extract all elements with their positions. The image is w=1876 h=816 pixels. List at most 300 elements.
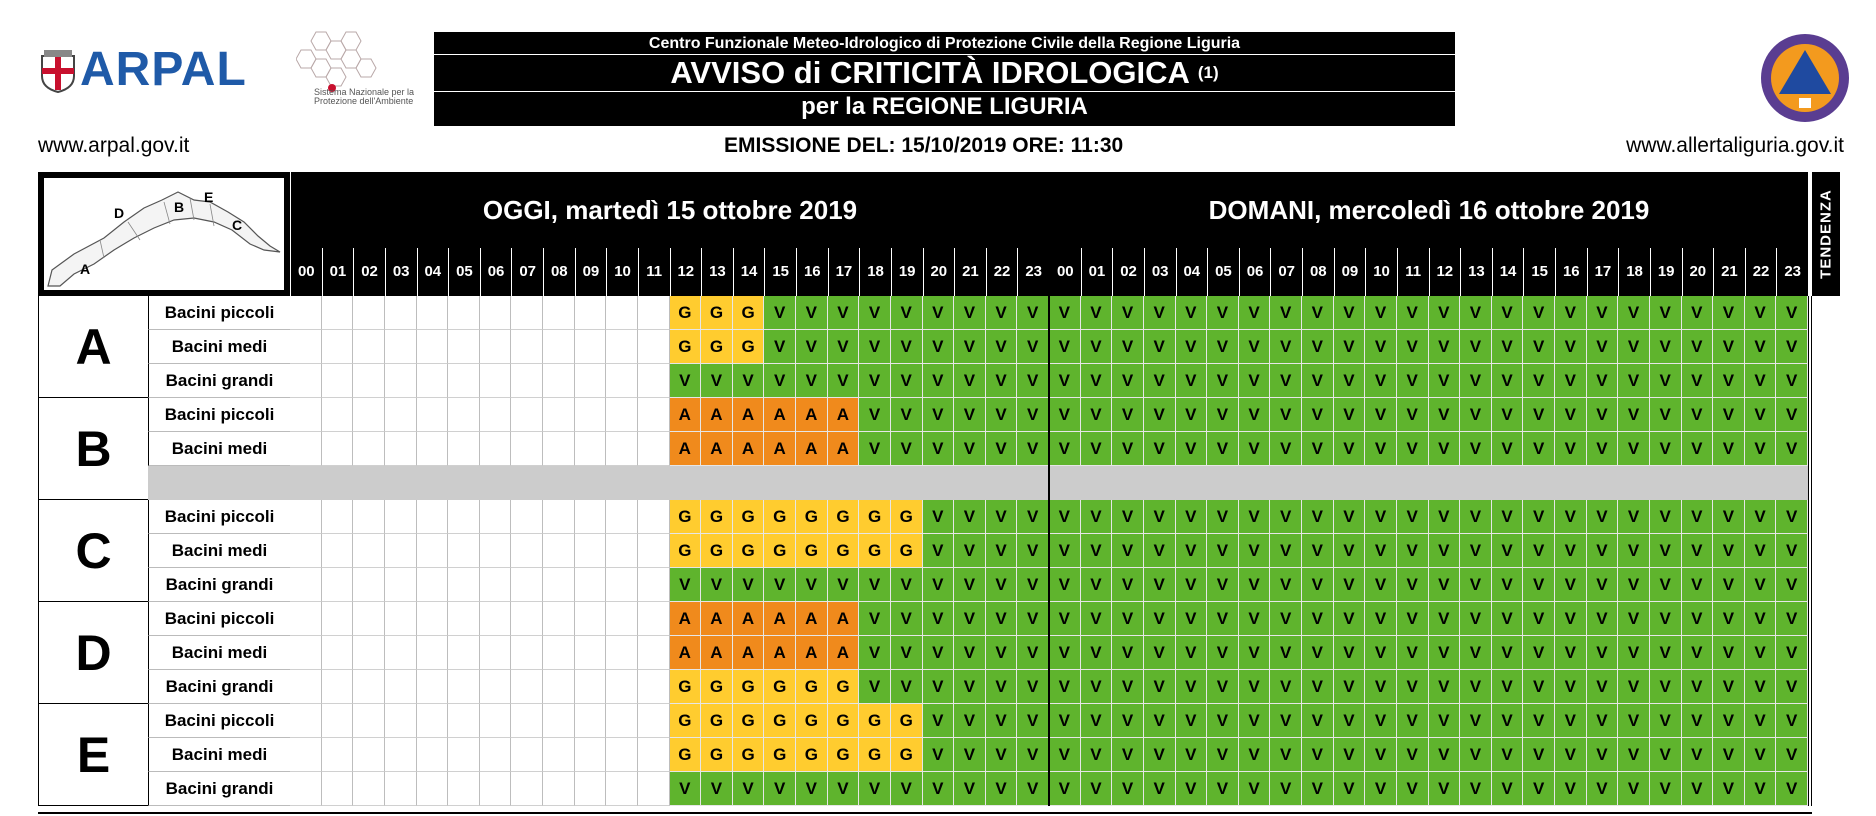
level-cell bbox=[480, 534, 512, 568]
hour-header: 07 bbox=[1270, 248, 1302, 296]
level-cell: A bbox=[764, 602, 796, 636]
level-cell: V bbox=[1650, 772, 1682, 806]
level-cell: G bbox=[733, 296, 765, 330]
level-cell: V bbox=[1239, 602, 1271, 636]
level-cell: V bbox=[923, 568, 955, 602]
level-cell: V bbox=[1618, 568, 1650, 602]
level-cell: V bbox=[859, 636, 891, 670]
level-cell bbox=[290, 330, 322, 364]
tendenza-cell bbox=[1808, 636, 1812, 670]
level-cell: V bbox=[1587, 432, 1619, 466]
level-cell: V bbox=[1144, 534, 1176, 568]
level-cell: V bbox=[1713, 398, 1745, 432]
level-cell: V bbox=[923, 330, 955, 364]
level-cell: G bbox=[891, 738, 923, 772]
level-cell bbox=[543, 602, 575, 636]
level-cell: V bbox=[1460, 432, 1492, 466]
level-cell: V bbox=[1745, 398, 1777, 432]
level-cell: V bbox=[1776, 398, 1808, 432]
level-cell bbox=[322, 500, 354, 534]
level-cell bbox=[353, 364, 385, 398]
level-cell bbox=[417, 432, 449, 466]
level-cell: V bbox=[1270, 296, 1302, 330]
level-cell bbox=[385, 738, 417, 772]
level-cell: V bbox=[1112, 772, 1144, 806]
footnote-marker: (1) bbox=[1197, 63, 1219, 82]
basin-label: Bacini piccoli bbox=[148, 296, 290, 330]
level-cell: V bbox=[1587, 398, 1619, 432]
level-cell: V bbox=[1334, 568, 1366, 602]
level-cell: V bbox=[1081, 398, 1113, 432]
level-cell: V bbox=[1207, 772, 1239, 806]
level-cell: G bbox=[859, 500, 891, 534]
basin-label: Bacini medi bbox=[148, 738, 290, 772]
tendenza-cell bbox=[1808, 398, 1812, 432]
level-cell: V bbox=[1049, 432, 1081, 466]
level-cell bbox=[575, 432, 607, 466]
level-cell: V bbox=[1460, 398, 1492, 432]
level-cell: V bbox=[1144, 636, 1176, 670]
level-cell bbox=[511, 296, 543, 330]
level-cell bbox=[290, 636, 322, 670]
level-cell bbox=[511, 364, 543, 398]
level-cell bbox=[575, 636, 607, 670]
level-cell: V bbox=[1618, 534, 1650, 568]
level-cell: V bbox=[1176, 704, 1208, 738]
level-cell: V bbox=[859, 330, 891, 364]
level-cell bbox=[448, 602, 480, 636]
level-cell: A bbox=[796, 602, 828, 636]
level-cell bbox=[511, 670, 543, 704]
level-cell bbox=[606, 330, 638, 364]
level-cell: G bbox=[733, 500, 765, 534]
level-cell: V bbox=[1776, 670, 1808, 704]
level-cell bbox=[638, 500, 670, 534]
basin-label: Bacini piccoli bbox=[148, 602, 290, 636]
level-cell: V bbox=[1776, 364, 1808, 398]
level-cell bbox=[543, 432, 575, 466]
level-cell: V bbox=[891, 772, 923, 806]
level-cell: V bbox=[923, 534, 955, 568]
level-cell bbox=[448, 738, 480, 772]
hour-header: 04 bbox=[417, 248, 449, 296]
level-cell: V bbox=[1555, 432, 1587, 466]
level-cell bbox=[448, 568, 480, 602]
level-cell: V bbox=[1176, 364, 1208, 398]
level-cell bbox=[543, 704, 575, 738]
level-cell bbox=[480, 432, 512, 466]
hour-header: 10 bbox=[606, 248, 638, 296]
level-cell: V bbox=[1017, 772, 1049, 806]
snpa-logo bbox=[296, 28, 436, 124]
level-cell: V bbox=[1270, 568, 1302, 602]
level-cell: V bbox=[986, 432, 1018, 466]
level-cell: A bbox=[733, 636, 765, 670]
level-cell: V bbox=[1776, 602, 1808, 636]
level-cell: V bbox=[1682, 602, 1714, 636]
level-cell: V bbox=[891, 670, 923, 704]
level-cell bbox=[385, 364, 417, 398]
level-cell bbox=[417, 330, 449, 364]
level-cell: V bbox=[923, 738, 955, 772]
hour-header: 17 bbox=[1587, 248, 1619, 296]
level-cell: V bbox=[1682, 534, 1714, 568]
hour-header: 05 bbox=[448, 248, 480, 296]
level-cell: A bbox=[764, 398, 796, 432]
level-cell: V bbox=[1523, 330, 1555, 364]
level-cell bbox=[638, 296, 670, 330]
level-cell: V bbox=[1429, 398, 1461, 432]
level-cell bbox=[448, 534, 480, 568]
level-cell: V bbox=[1176, 330, 1208, 364]
level-cell: V bbox=[1397, 364, 1429, 398]
level-cell bbox=[385, 398, 417, 432]
level-cell: V bbox=[796, 568, 828, 602]
level-cell bbox=[417, 704, 449, 738]
level-cell: V bbox=[1523, 398, 1555, 432]
level-cell: V bbox=[1682, 636, 1714, 670]
level-cell: V bbox=[1334, 534, 1366, 568]
level-cell: V bbox=[701, 772, 733, 806]
level-cell bbox=[575, 296, 607, 330]
level-cell: V bbox=[1713, 330, 1745, 364]
hour-header: 21 bbox=[1713, 248, 1745, 296]
hour-header: 02 bbox=[353, 248, 385, 296]
level-cell bbox=[448, 432, 480, 466]
level-cell: V bbox=[954, 670, 986, 704]
level-cell bbox=[543, 568, 575, 602]
tendenza-cell bbox=[1808, 432, 1812, 466]
level-cell bbox=[543, 738, 575, 772]
level-cell: V bbox=[1555, 738, 1587, 772]
level-cell: V bbox=[1523, 432, 1555, 466]
level-cell bbox=[638, 738, 670, 772]
level-cell: V bbox=[1713, 432, 1745, 466]
level-cell bbox=[638, 330, 670, 364]
level-cell bbox=[353, 772, 385, 806]
tendenza-cell bbox=[1808, 670, 1812, 704]
level-cell bbox=[543, 364, 575, 398]
level-cell: G bbox=[733, 704, 765, 738]
level-cell: V bbox=[1587, 330, 1619, 364]
level-cell: V bbox=[891, 602, 923, 636]
level-cell: V bbox=[1492, 670, 1524, 704]
level-cell: V bbox=[1334, 636, 1366, 670]
hour-header: 08 bbox=[543, 248, 575, 296]
level-cell: V bbox=[1397, 500, 1429, 534]
level-cell: V bbox=[1587, 670, 1619, 704]
level-cell: G bbox=[828, 500, 860, 534]
level-cell: V bbox=[1049, 568, 1081, 602]
level-cell: V bbox=[1270, 636, 1302, 670]
basin-label: Bacini medi bbox=[148, 534, 290, 568]
today-header: OGGI, martedì 15 ottobre 2019 bbox=[290, 172, 1049, 248]
level-cell bbox=[322, 330, 354, 364]
level-cell: V bbox=[923, 364, 955, 398]
hour-header: 16 bbox=[1555, 248, 1587, 296]
level-cell: V bbox=[1745, 568, 1777, 602]
level-cell: V bbox=[1144, 432, 1176, 466]
arpal-website-link[interactable]: www.arpal.gov.it bbox=[38, 134, 190, 157]
level-cell: V bbox=[1144, 738, 1176, 772]
level-cell: G bbox=[859, 738, 891, 772]
level-cell bbox=[385, 670, 417, 704]
level-cell: A bbox=[701, 432, 733, 466]
level-cell: V bbox=[859, 432, 891, 466]
level-cell: V bbox=[1618, 296, 1650, 330]
level-cell: V bbox=[1365, 500, 1397, 534]
level-cell: A bbox=[828, 398, 860, 432]
level-cell: V bbox=[1776, 330, 1808, 364]
level-cell bbox=[290, 738, 322, 772]
level-cell: V bbox=[1555, 704, 1587, 738]
level-cell: V bbox=[1239, 500, 1271, 534]
map-label-b: B bbox=[174, 199, 185, 215]
level-cell: V bbox=[1492, 772, 1524, 806]
level-cell: V bbox=[1270, 534, 1302, 568]
level-cell: V bbox=[1207, 500, 1239, 534]
level-cell: V bbox=[1365, 602, 1397, 636]
level-cell: V bbox=[1555, 670, 1587, 704]
level-cell: V bbox=[1397, 568, 1429, 602]
hour-header: 03 bbox=[385, 248, 417, 296]
level-cell: V bbox=[1334, 602, 1366, 636]
level-cell: V bbox=[1017, 704, 1049, 738]
level-cell: V bbox=[1523, 602, 1555, 636]
level-cell bbox=[353, 568, 385, 602]
level-cell: V bbox=[1112, 364, 1144, 398]
level-cell bbox=[511, 636, 543, 670]
level-cell: V bbox=[1745, 534, 1777, 568]
level-cell: V bbox=[1650, 670, 1682, 704]
level-cell: V bbox=[1523, 500, 1555, 534]
level-cell: V bbox=[1144, 296, 1176, 330]
level-cell bbox=[448, 772, 480, 806]
level-cell bbox=[638, 398, 670, 432]
level-cell: V bbox=[923, 636, 955, 670]
level-cell: V bbox=[1302, 364, 1334, 398]
level-cell bbox=[575, 670, 607, 704]
level-cell: V bbox=[1207, 534, 1239, 568]
level-cell: V bbox=[1270, 704, 1302, 738]
level-cell: G bbox=[796, 500, 828, 534]
level-cell: G bbox=[670, 296, 702, 330]
level-cell bbox=[290, 602, 322, 636]
protezione-civile-emblem-icon bbox=[1759, 32, 1851, 124]
map-label-e: E bbox=[204, 189, 214, 205]
level-cell: V bbox=[1713, 296, 1745, 330]
level-cell bbox=[448, 398, 480, 432]
level-cell: V bbox=[1618, 704, 1650, 738]
level-cell: V bbox=[1555, 500, 1587, 534]
basin-label: Bacini grandi bbox=[148, 670, 290, 704]
title-banner bbox=[434, 32, 1455, 126]
level-cell: V bbox=[1618, 636, 1650, 670]
hour-header: 13 bbox=[701, 248, 733, 296]
level-cell: V bbox=[1713, 568, 1745, 602]
level-cell bbox=[322, 296, 354, 330]
tendenza-cell bbox=[1808, 738, 1812, 772]
level-cell: V bbox=[1334, 738, 1366, 772]
level-cell: V bbox=[1618, 432, 1650, 466]
level-cell: V bbox=[1429, 330, 1461, 364]
level-cell: V bbox=[828, 568, 860, 602]
level-cell: V bbox=[954, 364, 986, 398]
level-cell bbox=[511, 534, 543, 568]
level-cell: V bbox=[1713, 602, 1745, 636]
region-subtitle: per la REGIONE LIGURIA bbox=[801, 93, 1088, 120]
level-cell bbox=[448, 636, 480, 670]
level-cell bbox=[417, 500, 449, 534]
level-cell bbox=[353, 296, 385, 330]
tendenza-cell bbox=[1808, 466, 1812, 500]
level-cell: V bbox=[1270, 364, 1302, 398]
hour-header: 01 bbox=[1081, 248, 1113, 296]
level-cell: V bbox=[954, 330, 986, 364]
level-cell: V bbox=[1334, 704, 1366, 738]
level-cell bbox=[480, 772, 512, 806]
level-cell: V bbox=[986, 772, 1018, 806]
level-cell: V bbox=[1365, 636, 1397, 670]
level-cell: V bbox=[1429, 602, 1461, 636]
level-cell: V bbox=[1650, 330, 1682, 364]
level-cell: V bbox=[1555, 602, 1587, 636]
level-cell: V bbox=[1017, 500, 1049, 534]
level-cell bbox=[322, 772, 354, 806]
level-cell: V bbox=[1302, 772, 1334, 806]
level-cell: V bbox=[1523, 670, 1555, 704]
level-cell: V bbox=[1112, 330, 1144, 364]
level-cell: V bbox=[1713, 738, 1745, 772]
liguria-crest-icon bbox=[38, 50, 78, 94]
level-cell bbox=[638, 670, 670, 704]
level-cell: V bbox=[1776, 738, 1808, 772]
level-cell: V bbox=[891, 636, 923, 670]
level-cell: V bbox=[1397, 398, 1429, 432]
level-cell: V bbox=[1270, 500, 1302, 534]
level-cell bbox=[575, 602, 607, 636]
level-cell: V bbox=[1334, 330, 1366, 364]
level-cell: A bbox=[796, 432, 828, 466]
level-cell: G bbox=[828, 534, 860, 568]
level-cell bbox=[606, 670, 638, 704]
level-cell: V bbox=[1682, 398, 1714, 432]
level-cell: V bbox=[1492, 704, 1524, 738]
level-cell: V bbox=[1713, 670, 1745, 704]
level-cell: V bbox=[1587, 772, 1619, 806]
level-cell: V bbox=[1144, 772, 1176, 806]
level-cell: V bbox=[1650, 568, 1682, 602]
hour-header: 14 bbox=[733, 248, 765, 296]
level-cell: V bbox=[954, 602, 986, 636]
level-cell: G bbox=[828, 738, 860, 772]
level-cell bbox=[480, 500, 512, 534]
level-cell: V bbox=[1745, 738, 1777, 772]
level-cell: V bbox=[1081, 364, 1113, 398]
level-cell bbox=[385, 704, 417, 738]
level-cell bbox=[606, 398, 638, 432]
level-cell: V bbox=[1302, 602, 1334, 636]
level-cell: V bbox=[1017, 330, 1049, 364]
level-cell: V bbox=[986, 602, 1018, 636]
level-cell: A bbox=[796, 398, 828, 432]
level-cell: V bbox=[923, 500, 955, 534]
level-cell: V bbox=[670, 364, 702, 398]
level-cell: V bbox=[764, 364, 796, 398]
level-cell: V bbox=[1745, 772, 1777, 806]
level-cell: V bbox=[1587, 738, 1619, 772]
level-cell: V bbox=[1239, 364, 1271, 398]
level-cell: V bbox=[891, 364, 923, 398]
level-cell bbox=[353, 670, 385, 704]
level-cell: V bbox=[1397, 738, 1429, 772]
level-cell: V bbox=[1555, 636, 1587, 670]
level-cell bbox=[290, 364, 322, 398]
level-cell: V bbox=[828, 772, 860, 806]
level-cell: V bbox=[1017, 398, 1049, 432]
level-cell: V bbox=[1523, 568, 1555, 602]
level-cell: V bbox=[1049, 670, 1081, 704]
level-cell: V bbox=[1365, 330, 1397, 364]
level-cell: V bbox=[1555, 568, 1587, 602]
level-cell: V bbox=[1081, 704, 1113, 738]
level-cell: V bbox=[1429, 364, 1461, 398]
level-cell: G bbox=[764, 500, 796, 534]
level-cell: V bbox=[1176, 534, 1208, 568]
hour-header: 22 bbox=[1745, 248, 1777, 296]
level-cell: V bbox=[1017, 364, 1049, 398]
level-cell: V bbox=[1650, 704, 1682, 738]
level-cell: V bbox=[1207, 296, 1239, 330]
level-cell: V bbox=[954, 296, 986, 330]
level-cell bbox=[448, 364, 480, 398]
level-cell: V bbox=[986, 636, 1018, 670]
hour-header: 15 bbox=[764, 248, 796, 296]
level-cell: V bbox=[1745, 296, 1777, 330]
allerta-website-link[interactable]: www.allertaliguria.gov.it bbox=[1626, 134, 1844, 157]
level-cell: G bbox=[670, 738, 702, 772]
level-cell bbox=[448, 704, 480, 738]
level-cell: V bbox=[1334, 296, 1366, 330]
level-cell: V bbox=[1460, 670, 1492, 704]
level-cell: V bbox=[1144, 330, 1176, 364]
level-cell: V bbox=[1745, 636, 1777, 670]
level-cell bbox=[385, 432, 417, 466]
level-cell bbox=[322, 738, 354, 772]
hour-header: 06 bbox=[480, 248, 512, 296]
level-cell: V bbox=[1081, 636, 1113, 670]
level-cell: V bbox=[1112, 534, 1144, 568]
tendenza-cell bbox=[1808, 330, 1812, 364]
level-cell bbox=[638, 432, 670, 466]
level-cell: V bbox=[1365, 432, 1397, 466]
level-cell bbox=[606, 432, 638, 466]
hour-header: 01 bbox=[322, 248, 354, 296]
level-cell: V bbox=[1397, 330, 1429, 364]
hour-header: 12 bbox=[670, 248, 702, 296]
level-cell: V bbox=[1365, 738, 1397, 772]
level-cell: V bbox=[1523, 636, 1555, 670]
level-cell: V bbox=[1492, 568, 1524, 602]
main-title-text: AVVISO di CRITICITÀ IDROLOGICA bbox=[670, 55, 1190, 90]
level-cell bbox=[480, 568, 512, 602]
level-cell bbox=[353, 738, 385, 772]
level-cell: V bbox=[1745, 602, 1777, 636]
level-cell: V bbox=[1713, 534, 1745, 568]
level-cell: V bbox=[1460, 636, 1492, 670]
level-cell: V bbox=[1239, 398, 1271, 432]
level-cell: V bbox=[1713, 772, 1745, 806]
